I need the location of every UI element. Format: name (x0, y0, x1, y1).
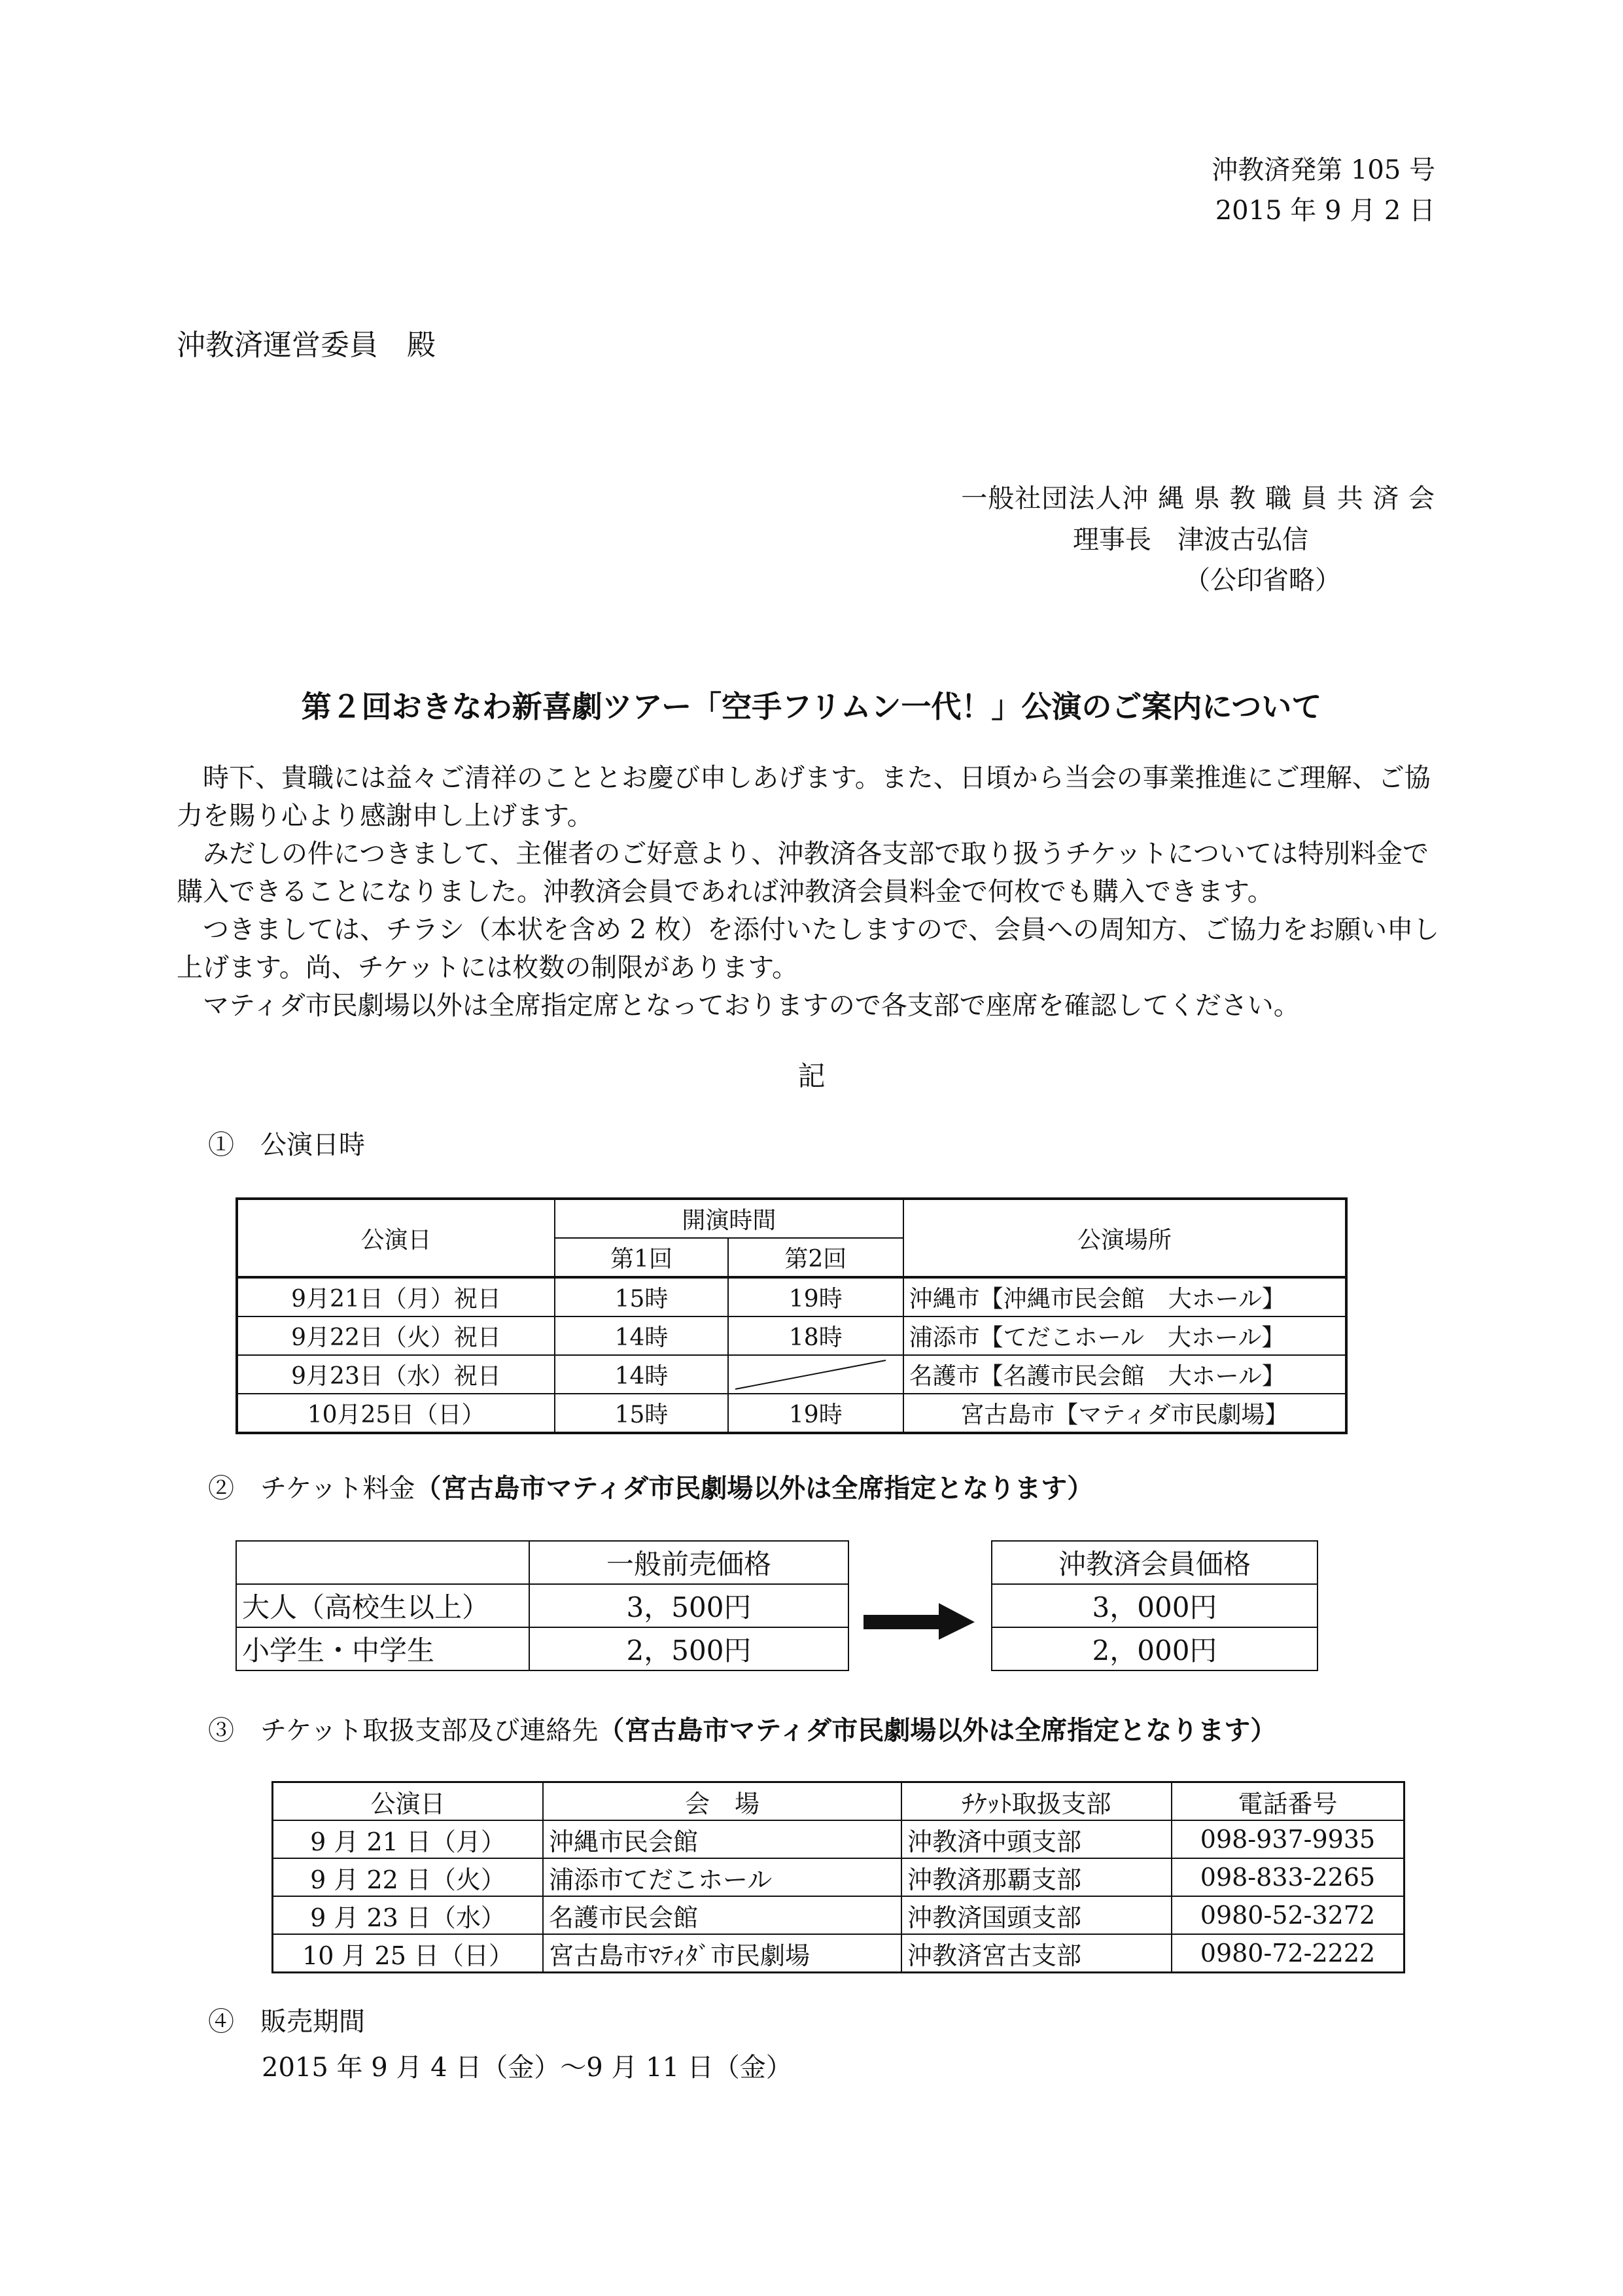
header-phone: 電話番号 (1172, 1782, 1405, 1821)
section-2-label (208, 1469, 1093, 1508)
seal-note: （公印省略） (1184, 565, 1341, 595)
cell-second-empty (728, 1355, 903, 1394)
cell-date: 10 月 25 日（日） (273, 1934, 544, 1973)
section-2-title: ② チケット料金 (208, 1474, 415, 1504)
general-price-table (236, 1540, 849, 1671)
table-row (237, 1316, 1346, 1355)
cell-general-price: 3，500円 (529, 1584, 848, 1627)
body-paragraph: マティダ市民劇場以外は全席指定席となっておりますので各支部で座席を確認してください。 (203, 991, 1300, 1021)
body-paragraph: つきましては、チラシ（本状を含め 2 枚）を添付いたしますので、会員への周知方、ご協力をお願い申し上げます。尚、チケットには枚数の制限があります。 (177, 915, 1440, 983)
table-row (273, 1820, 1405, 1858)
header-member-price: 沖教済会員価格 (992, 1541, 1318, 1584)
ki-marker: 記 (797, 1060, 826, 1092)
cell-date: 10月25日（日） (237, 1394, 555, 1433)
cell-second: 19時 (728, 1277, 903, 1316)
cell-first: 14時 (555, 1316, 728, 1355)
cell-date: 9 月 22 日（火） (273, 1858, 544, 1896)
schedule-table (236, 1197, 1348, 1434)
table-row (237, 1394, 1346, 1433)
table-row (237, 1277, 1346, 1316)
table-header-row (992, 1541, 1318, 1584)
cell-venue: 沖縄市【沖縄市民会館 大ホール】 (903, 1277, 1346, 1316)
header-general-price: 一般前売価格 (529, 1541, 848, 1584)
cell-venue: 名護市民会館 (543, 1896, 901, 1934)
cell-branch: 沖教済那覇支部 (901, 1858, 1172, 1896)
table-row (273, 1934, 1405, 1973)
body-paragraph: 時下、貴職には益々ご清祥のこととお慶び申しあげます。また、日頃から当会の事業推進にご理解、ご協力を賜り心より感謝申し上げます。 (177, 763, 1431, 831)
cell-category: 大人（高校生以上） (236, 1584, 529, 1627)
document-number: 沖教済発第 105 号 (1212, 155, 1435, 185)
header-venue: 会 場 (543, 1782, 901, 1821)
header-first-show: 第1回 (555, 1238, 728, 1277)
sale-period: 2015 年 9 月 4 日（金）～9 月 11 日（金） (262, 2053, 792, 2083)
section-4-label: ④ 販売期間 (208, 2007, 365, 2037)
body-paragraph: みだしの件につきまして、主催者のご好意より、沖教済各支部で取り扱うチケットについては特別料金で購入できることになりました。沖教済会員であれば沖教済会員料金で何枚でも購入できます。 (177, 839, 1429, 907)
table-row (237, 1355, 1346, 1394)
cell-branch: 沖教済宮古支部 (901, 1934, 1172, 1973)
right-arrow-icon (864, 1602, 975, 1641)
cell-first: 14時 (555, 1355, 728, 1394)
diagonal-slash-icon (729, 1356, 892, 1392)
cell-venue: 浦添市【てだこホール 大ホール】 (903, 1316, 1346, 1355)
cell-venue: 宮古島市【マティダ市民劇場】 (903, 1394, 1346, 1433)
table-header-row (237, 1199, 1346, 1238)
document-date: 2015 年 9 月 2 日 (1215, 196, 1435, 226)
cell-member-price: 2，000円 (992, 1627, 1318, 1670)
cell-phone: 098-833-2265 (1172, 1858, 1405, 1896)
header-category (236, 1541, 529, 1584)
cell-date: 9月22日（火）祝日 (237, 1316, 555, 1355)
cell-first: 15時 (555, 1394, 728, 1433)
cell-general-price: 2，500円 (529, 1627, 848, 1670)
addressee: 沖教済運営委員 殿 (177, 328, 436, 362)
cell-phone: 0980-52-3272 (1172, 1896, 1405, 1934)
sender-name: 理事長 津波古弘信 (1073, 525, 1308, 555)
header-date: 公演日 (273, 1782, 544, 1821)
table-row (236, 1627, 848, 1670)
table-row (273, 1896, 1405, 1934)
body-text (177, 759, 1449, 1025)
cell-venue: 名護市【名護市民会館 大ホール】 (903, 1355, 1346, 1394)
document-title: 第２回おきなわ新喜劇ツアー「空手フリムン一代！」公演のご案内について (301, 689, 1322, 724)
table-header-row (236, 1541, 848, 1584)
header-second-show: 第2回 (728, 1238, 903, 1277)
cell-phone: 098-937-9935 (1172, 1820, 1405, 1858)
cell-venue: 浦添市てだこホール (543, 1858, 901, 1896)
table-header-row (273, 1782, 1405, 1821)
cell-branch: 沖教済中頭支部 (901, 1820, 1172, 1858)
section-3-title: ③ チケット取扱支部及び連絡先 (208, 1716, 599, 1746)
cell-venue: 宮古島市ﾏﾃｨﾀﾞ市民劇場 (543, 1934, 901, 1973)
cell-second: 19時 (728, 1394, 903, 1433)
cell-date: 9 月 23 日（水） (273, 1896, 544, 1934)
section-3-label (208, 1711, 1276, 1750)
cell-date: 9月23日（水）祝日 (237, 1355, 555, 1394)
cell-first: 15時 (555, 1277, 728, 1316)
cell-member-price: 3，000円 (992, 1584, 1318, 1627)
table-row (992, 1584, 1318, 1627)
member-price-table (991, 1540, 1318, 1671)
cell-category: 小学生・中学生 (236, 1627, 529, 1670)
header-start-time: 開演時間 (555, 1199, 903, 1238)
table-row (992, 1627, 1318, 1670)
cell-phone: 0980-72-2222 (1172, 1934, 1405, 1973)
table-row (273, 1858, 1405, 1896)
header-performance-date: 公演日 (237, 1199, 555, 1277)
table-row (236, 1584, 848, 1627)
sender-organization: 一般社団法人沖 縄 県 教 職 員 共 済 会 (961, 484, 1435, 514)
section-1-label: ① 公演日時 (208, 1130, 365, 1160)
section-2-note: （宮古島市マティダ市民劇場以外は全席指定となります） (415, 1474, 1094, 1504)
cell-date: 9月21日（月）祝日 (237, 1277, 555, 1316)
cell-venue: 沖縄市民会館 (543, 1820, 901, 1858)
header-branch: ﾁｹｯﾄ取扱支部 (901, 1782, 1172, 1821)
cell-second: 18時 (728, 1316, 903, 1355)
section-3-note: （宮古島市マティダ市民劇場以外は全席指定となります） (598, 1716, 1277, 1746)
cell-branch: 沖教済国頭支部 (901, 1896, 1172, 1934)
cell-date: 9 月 21 日（月） (273, 1820, 544, 1858)
header-venue: 公演場所 (903, 1199, 1346, 1277)
branch-contact-table (271, 1781, 1405, 1973)
